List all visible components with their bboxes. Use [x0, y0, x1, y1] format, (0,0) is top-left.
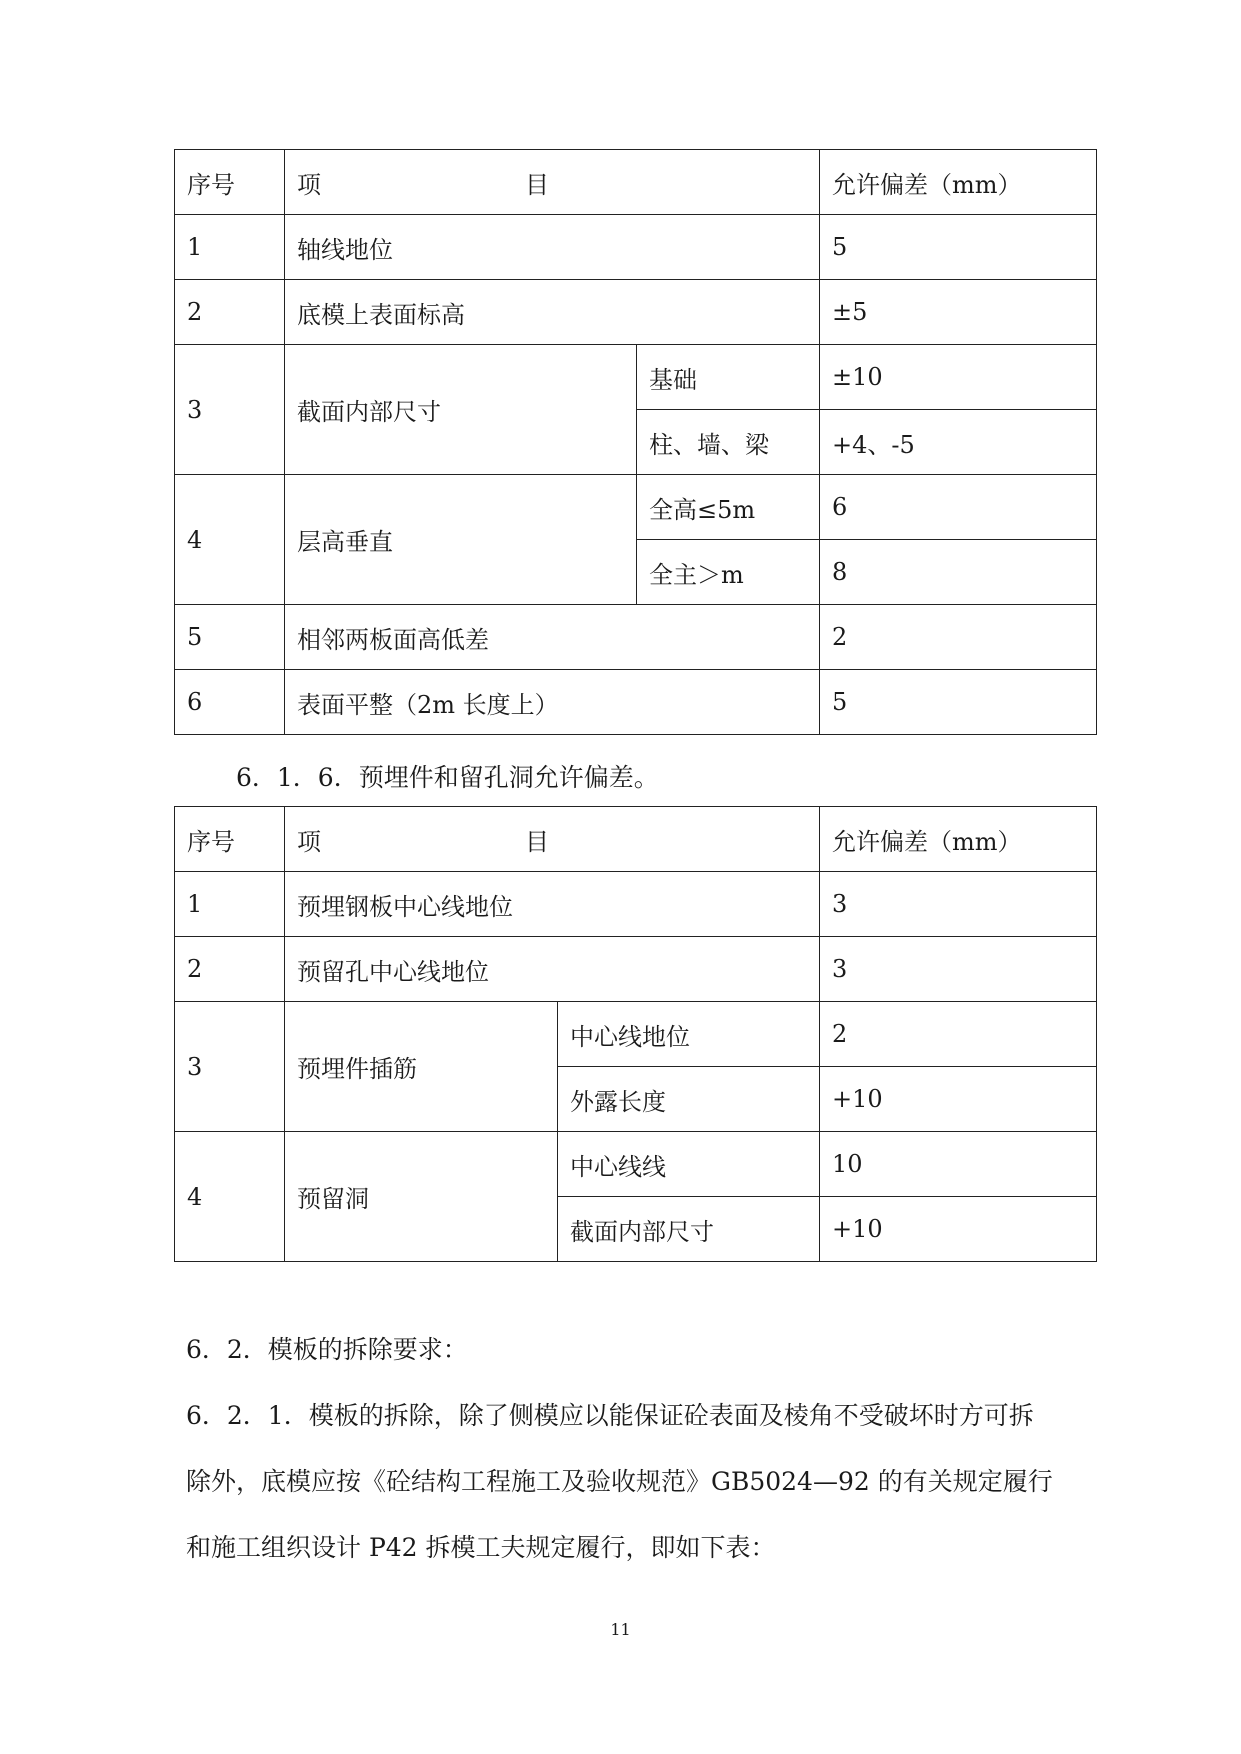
cell-sub-item: 外露长度 — [558, 1067, 820, 1132]
cell-tolerance: 2 — [820, 1002, 1097, 1067]
paragraph-line: 6．2．1．模板的拆除，除了侧模应以能保证砼表面及棱角不受破坏时方可拆 — [186, 1401, 1034, 1430]
cell-no: 4 — [175, 475, 285, 605]
cell-tolerance: 2 — [820, 605, 1097, 670]
table-row — [175, 475, 1097, 540]
cell-no: 3 — [175, 345, 285, 475]
cell-no: 3 — [175, 1002, 285, 1132]
cell-tolerance: ±10 — [820, 345, 1097, 410]
cell-sub-item: 中心线地位 — [558, 1002, 820, 1067]
cell-tolerance: 8 — [820, 540, 1097, 605]
table-row — [175, 1132, 1097, 1197]
cell-tolerance: 5 — [820, 670, 1097, 735]
header-item-left: 项 — [297, 170, 321, 199]
page-number: 11 — [610, 1620, 631, 1639]
cell-sub-item: 截面内部尺寸 — [558, 1197, 820, 1262]
cell-sub-item: 中心线线 — [558, 1132, 820, 1197]
section-heading-6-2: 6．2．模板的拆除要求： — [186, 1335, 468, 1364]
cell-tolerance: 10 — [820, 1132, 1097, 1197]
cell-no: 1 — [175, 215, 285, 280]
table-row — [175, 670, 1097, 735]
cell-no: 5 — [175, 605, 285, 670]
cell-item: 预留洞 — [285, 1132, 558, 1262]
cell-item: 截面内部尺寸 — [285, 345, 637, 475]
cell-no: 2 — [175, 937, 285, 1002]
table-row — [175, 872, 1097, 937]
cell-no: 2 — [175, 280, 285, 345]
cell-item: 相邻两板面高低差 — [285, 605, 820, 670]
table-row — [175, 345, 1097, 410]
table-row — [175, 215, 1097, 280]
cell-tolerance: +4、-5 — [820, 410, 1097, 475]
tolerance-table-formwork — [174, 149, 1097, 735]
cell-tolerance: 3 — [820, 937, 1097, 1002]
cell-tolerance: +10 — [820, 1197, 1097, 1262]
header-item-right: 目 — [525, 170, 549, 199]
header-item — [285, 150, 820, 215]
table-row — [175, 1002, 1097, 1067]
table-row — [175, 605, 1097, 670]
cell-item: 表面平整（2m 长度上） — [285, 670, 820, 735]
header-item — [285, 807, 820, 872]
table-row — [175, 937, 1097, 1002]
cell-item: 轴线地位 — [285, 215, 820, 280]
cell-item: 层高垂直 — [285, 475, 637, 605]
cell-sub-item: 全主＞m — [637, 540, 820, 605]
cell-tolerance: ±5 — [820, 280, 1097, 345]
cell-tolerance: +10 — [820, 1067, 1097, 1132]
cell-tolerance: 6 — [820, 475, 1097, 540]
cell-tolerance: 3 — [820, 872, 1097, 937]
table-header-row — [175, 807, 1097, 872]
paragraph-line: 除外，底模应按《砼结构工程施工及验收规范》GB5024—92 的有关规定履行 — [186, 1467, 1053, 1496]
cell-item: 预留孔中心线地位 — [285, 937, 820, 1002]
header-item-left: 项 — [297, 827, 321, 856]
cell-tolerance: 5 — [820, 215, 1097, 280]
table-header-row — [175, 150, 1097, 215]
cell-sub-item: 基础 — [637, 345, 820, 410]
paragraph-line: 和施工组织设计 P42 拆模工夫规定履行，即如下表： — [186, 1533, 776, 1562]
header-item-right: 目 — [525, 827, 549, 856]
tolerance-table-embedded-parts — [174, 806, 1097, 1262]
cell-item: 底模上表面标高 — [285, 280, 820, 345]
cell-sub-item: 全高≤5m — [637, 475, 820, 540]
cell-no: 1 — [175, 872, 285, 937]
cell-item: 预埋件插筋 — [285, 1002, 558, 1132]
header-tolerance: 允许偏差（mm） — [820, 150, 1097, 215]
header-tolerance: 允许偏差（mm） — [820, 807, 1097, 872]
header-no: 序号 — [175, 807, 285, 872]
header-no: 序号 — [175, 150, 285, 215]
table-caption: 6．1．6．预埋件和留孔洞允许偏差。 — [236, 763, 659, 792]
cell-no: 4 — [175, 1132, 285, 1262]
cell-item: 预埋钢板中心线地位 — [285, 872, 820, 937]
cell-no: 6 — [175, 670, 285, 735]
cell-sub-item: 柱、墙、梁 — [637, 410, 820, 475]
table-row — [175, 280, 1097, 345]
